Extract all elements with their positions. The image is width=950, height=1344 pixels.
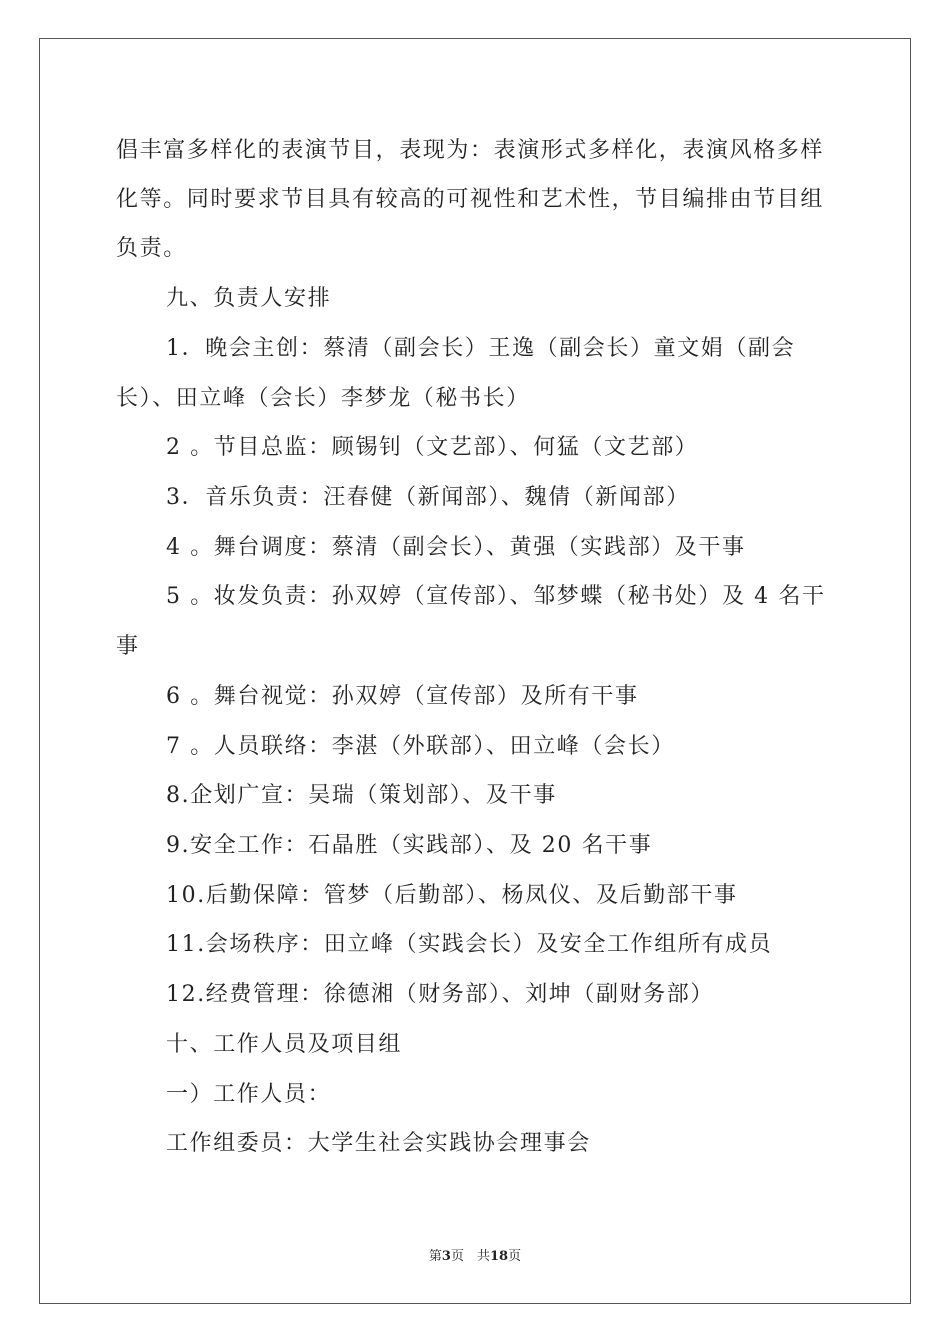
list-item: 10.后勤保障：管梦（后勤部）、杨凤仪、及后勤部干事: [166, 883, 738, 908]
page-prefix: 第: [428, 1249, 442, 1264]
list-item-continuation: 长）、田立峰（会长）李梦龙（秘书长）: [116, 386, 530, 411]
list-item: 4 。舞台调度：蔡清（副会长）、黄强（实践部）及干事: [166, 535, 746, 560]
list-item: 3．音乐负责：汪春健（新闻部）、魏倩（新闻部）: [166, 485, 690, 510]
list-item: 12.经费管理：徐德湘（财务部）、刘坤（副财务部）: [166, 982, 714, 1007]
current-page-number: 3: [441, 1249, 451, 1264]
page-border: [39, 38, 911, 1304]
subsection-heading: 一）工作人员：: [166, 1082, 332, 1107]
list-item: 1．晚会主创：蔡清（副会长）王逸（副会长）童文娟（副会: [166, 336, 796, 361]
paragraph-line: 工作组委员：大学生社会实践协会理事会: [166, 1131, 591, 1156]
paragraph-line: 负责。: [116, 236, 187, 261]
paragraph-line: 倡丰富多样化的表演节目，表现为：表演形式多样化，表演风格多样: [116, 138, 825, 163]
list-item: 8.企划广宣：吴瑞（策划部）、及干事: [166, 783, 557, 808]
section-heading: 十、工作人员及项目组: [166, 1032, 403, 1057]
page-suffix: 页: [508, 1249, 522, 1264]
list-item-continuation: 事: [116, 634, 140, 659]
paragraph-line: 化等。同时要求节目具有较高的可视性和艺术性，节目编排由节目组: [116, 187, 825, 212]
page-mid: 页 共: [450, 1249, 490, 1264]
list-item: 5 。妆发负责：孙双婷（宣传部）、邹梦蝶（秘书处）及 4 名干: [166, 584, 826, 609]
page-footer: [0, 1248, 950, 1266]
total-pages-number: 18: [489, 1249, 509, 1264]
list-item: 2 。节目总监：顾锡钊（文艺部）、何猛（文艺部）: [166, 435, 699, 460]
list-item: 11.会场秩序：田立峰（实践会长）及安全工作组所有成员: [166, 932, 773, 957]
section-heading: 九、负责人安排: [166, 286, 332, 311]
list-item: 7 。人员联络：李湛（外联部）、田立峰（会长）: [166, 734, 675, 759]
list-item: 6 。舞台视觉：孙双婷（宣传部）及所有干事: [166, 684, 639, 709]
list-item: 9.安全工作：石晶胜（实践部）、及 20 名干事: [166, 833, 653, 858]
